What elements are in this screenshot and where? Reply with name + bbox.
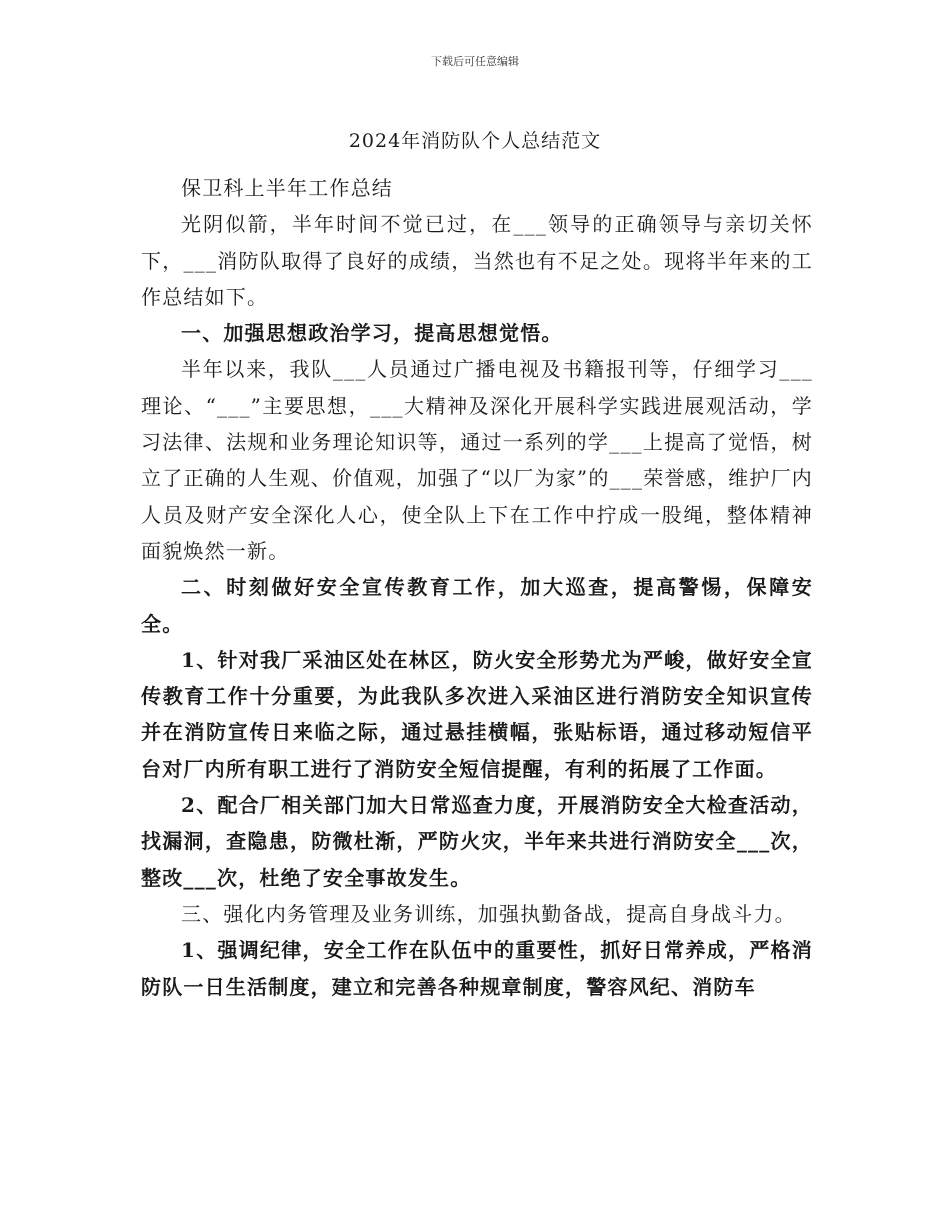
document-body [141,170,813,1005]
section-heading-3: 三、强化内务管理及业务训练，加强执勤备战，提高自身战斗力。 [181,901,796,926]
paragraph-subtitle: 保卫科上半年工作总结 [181,176,393,200]
section-heading-1: 一、加强思想政治学习，提高思想觉悟。 [181,321,563,346]
section-heading-2: 二、时刻做好安全宣传教育工作，加大巡查，提高警惕，保障安全。 [141,575,813,636]
paragraph-intro: 光阴似箭，半年时间不觉已过，在___领导的正确领导与亲切关怀下，___消防队取得了良好的成绩，当然也有不足之处。现将半年来的工作总结如下。 [141,212,813,309]
paragraph-item-2-1: 1、针对我厂采油区处在林区，防火安全形势尤为严峻，做好安全宣传教育工作十分重要，为此我队多次进入采油区进行消防安全知识宣传并在消防宣传日来临之际，通过悬挂横幅，张贴标语，通过移动短信平台对厂内所有职工进行了消防安全短信提醒，有利的拓展了工作面。 [141,647,813,781]
paragraph-item-2-2: 2、配合厂相关部门加大日常巡查力度，开展消防安全大检查活动，找漏洞，查隐患，防微杜渐，严防火灾，半年来共进行消防安全___次，整改___次，杜绝了安全事故发生。 [141,793,813,890]
paragraph-section-1: 半年以来，我队___人员通过广播电视及书籍报刊等，仔细学习___理论、“___”主要思想，___大精神及深化开展科学实践进展观活动，学习法律、法规和业务理论知识等，通过一系列的学___上提高了觉悟，树立了正确的人生观、价值观，加强了“以厂为家”的___荣誉感，维护厂内人员及财产安全深化人心，使全队上下在工作中拧成一股绳，整体精神面貌焕然一新。 [141,357,813,563]
document-title: 2024年消防队个人总结范文 [348,130,602,152]
header-note: 下载后可任意编辑 [431,55,519,68]
paragraph-item-3-1: 1、强调纪律，安全工作在队伍中的重要性，抓好日常养成，严格消防队一日生活制度，建立和完善各种规章制度，警容风纪、消防车 [141,938,813,999]
